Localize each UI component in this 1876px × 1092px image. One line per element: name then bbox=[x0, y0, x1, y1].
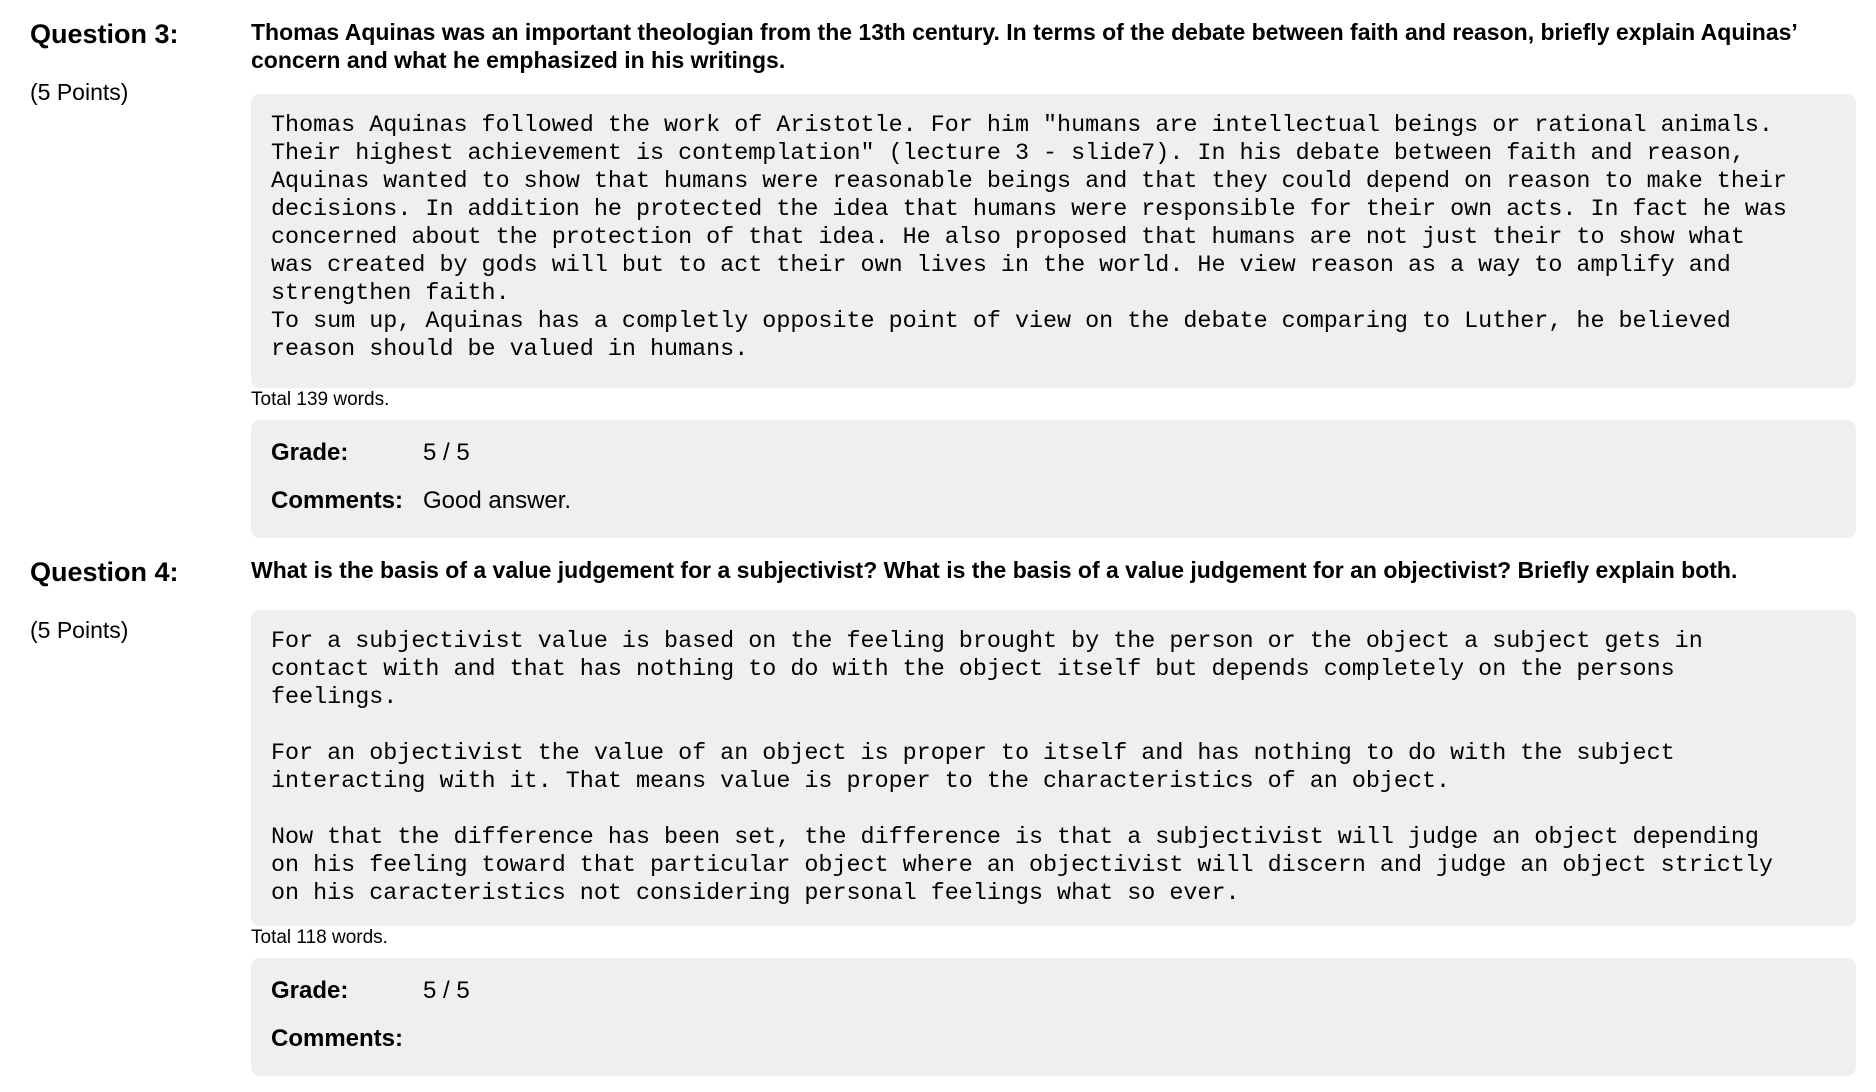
grade-label: Grade: bbox=[271, 977, 349, 1004]
grade-value: 5 / 5 bbox=[423, 977, 470, 1004]
question-points: (5 Points) bbox=[30, 617, 129, 643]
grade-row bbox=[271, 976, 470, 1006]
question-prompt: What is the basis of a value judgement for a subjectivist? What is the basis of a value judgement for an objectivist? Briefly explain both. bbox=[251, 557, 1738, 583]
question-prompt: Thomas Aquinas was an important theologian from the 13th century. In terms of the debate between faith and reason, briefly explain Aquinas’ concern and what he emphasized in his writings. bbox=[251, 19, 1797, 73]
grade-label: Grade: bbox=[271, 439, 349, 466]
comments-label: Comments: bbox=[271, 487, 404, 514]
word-count: Total 139 words. bbox=[251, 389, 390, 410]
comments-row bbox=[271, 486, 571, 516]
answer-text: For a subjectivist value is based on the feeling brought by the person or the object a subject gets in contact with and that has nothing to do with the object itself but depends completely on the persons feelings. For an objectivist the value of an object is proper to itself and has nothing to do with the subject interacting with it. That means value is proper to the characteristics of an object. Now that the difference has been set, the difference is that a subjectivist will judge an object depending on his feeling toward that particular object where an objectivist will discern and judge an object strictly on his caracteristics not considering personal feelings what so ever. bbox=[271, 629, 1773, 907]
grade-box bbox=[251, 958, 1856, 1076]
comments-label: Comments: bbox=[271, 1025, 404, 1052]
grade-box bbox=[251, 420, 1856, 538]
answer-box[interactable] bbox=[251, 94, 1856, 388]
answer-box[interactable] bbox=[251, 610, 1856, 926]
question-points: (5 Points) bbox=[30, 79, 129, 105]
grade-row bbox=[271, 438, 470, 468]
comments-row bbox=[271, 1024, 423, 1054]
question-label: Question 3: bbox=[30, 19, 179, 49]
answer-text: Thomas Aquinas followed the work of Aristotle. For him "humans are intellectual beings or rational animals. Their highest achievement is contemplation" (lecture 3 - slide7). In his debate between faith and reason, Aquinas wanted to show that humans were reasonable beings and that they could depend on reason to make their decisions. In addition he protected the idea that humans were responsible for their own acts. In fact he was concerned about the protection of that idea. He also proposed that humans are not just their to show what was created by gods will but to act their own lives in the world. He view reason as a way to amplify and strengthen faith. To sum up, Aquinas has a completly opposite point of view on the debate comparing to Luther, he believed reason should be valued in humans. bbox=[271, 113, 1787, 363]
grade-value: 5 / 5 bbox=[423, 439, 470, 466]
comments-value: Good answer. bbox=[423, 487, 572, 514]
question-label: Question 4: bbox=[30, 557, 179, 587]
word-count: Total 118 words. bbox=[251, 927, 388, 948]
